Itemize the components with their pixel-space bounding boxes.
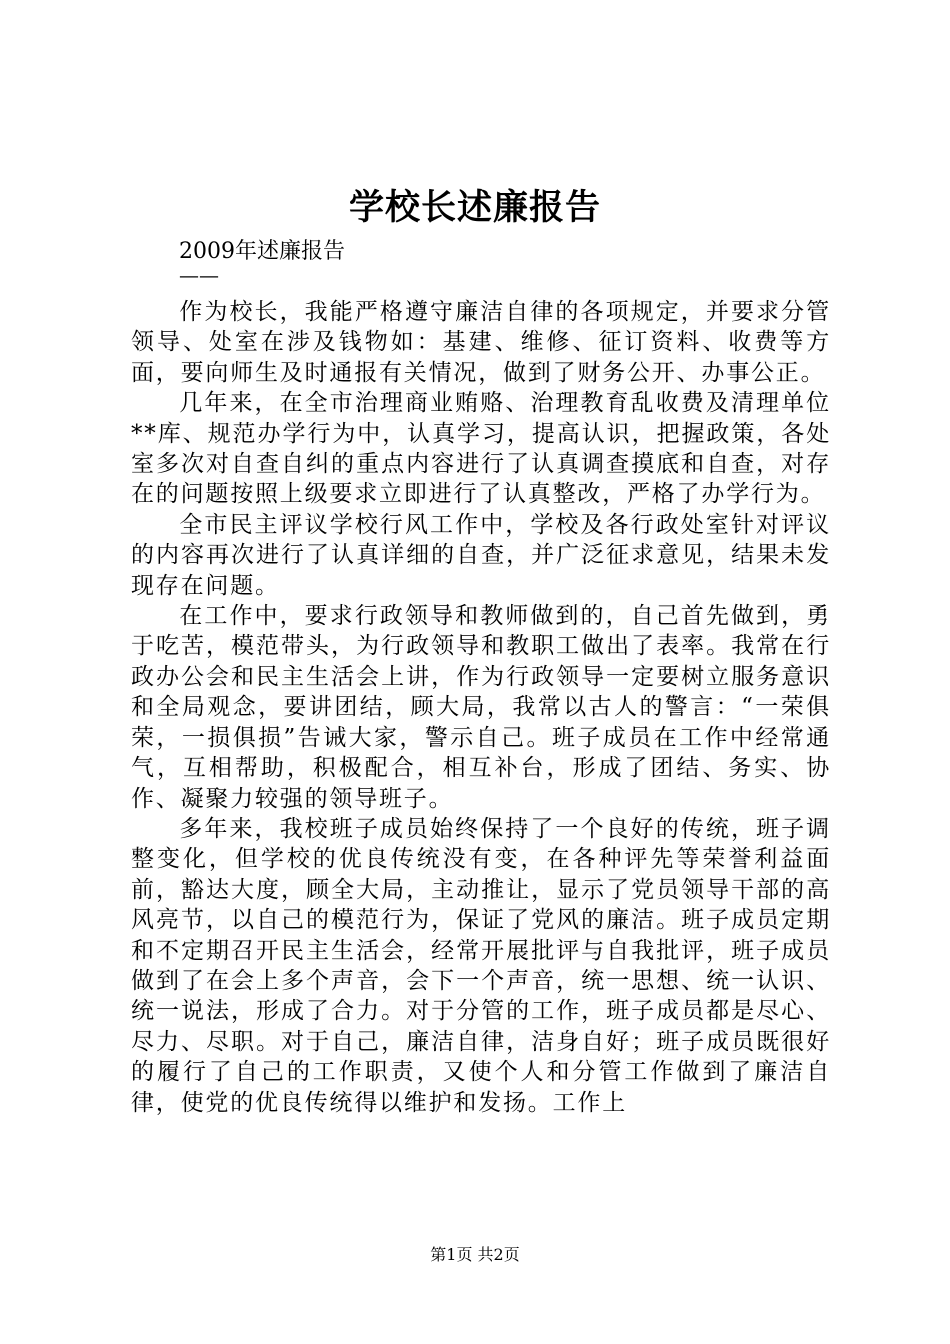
- paragraph: 多年来，我校班子成员始终保持了一个良好的传统，班子调整变化，但学校的优良传统没有变，在各种评先等荣誉利益面前，豁达大度，顾全大局，主动推让，显示了党员领导干部的高风亮节，以自己的模范行为，保证了党风的廉洁。班子成员定期和不定期召开民主生活会，经常开展批评与自我批评，班子成员做到了在会上多个声音，会下一个声音，统一思想、统一认识、统一说法，形成了合力。对于分管的工作，班子成员都是尽心、尽力、尽职。对于自己，廉洁自律，洁身自好；班子成员既很好的履行了自己的工作职责，又使个人和分管工作做到了廉洁自律，使党的优良传统得以维护和发扬。工作上: [131, 815, 831, 1116]
- paragraph: 全市民主评议学校行风工作中，学校及各行政处室针对评议的内容再次进行了认真详细的自查，并广泛征求意见，结果未发现存在问题。: [131, 511, 831, 599]
- subtitle-dash: ——: [179, 263, 219, 287]
- paragraph: 几年来，在全市治理商业贿赂、治理教育乱收费及清理单位**库、规范办学行为中，认真学习，提高认识，把握政策，各处室多次对自查自纠的重点内容进行了认真调查摸底和自查，对存在的问题按照上级要求立即进行了认真整改，严格了办学行为。: [131, 390, 831, 508]
- document-title: 学校长述廉报告: [348, 187, 601, 228]
- document-subtitle: 2009年述廉报告: [179, 239, 345, 264]
- paragraph: 作为校长，我能严格遵守廉洁自律的各项规定，并要求分管领导、处室在涉及钱物如：基建、维修、征订资料、收费等方面，要向师生及时通报有关情况，做到了财务公开、办事公正。: [131, 299, 831, 386]
- page-footer: 第1页 共2页: [430, 1245, 520, 1264]
- paragraph: 在工作中，要求行政领导和教师做到的，自己首先做到，勇于吃苦，模范带头，为行政领导和教职工做出了表率。我常在行政办公会和民主生活会上讲，作为行政领导一定要树立服务意识和全局观念，要讲团结，顾大局，我常以古人的警言：“一荣俱荣，一损俱损”告诫大家，警示自己。班子成员在工作中经常通气，互相帮助，积极配合，相互补台，形成了团结、务实、协作、凝聚力较强的领导班子。: [131, 603, 831, 812]
- document-body: [131, 297, 831, 1118]
